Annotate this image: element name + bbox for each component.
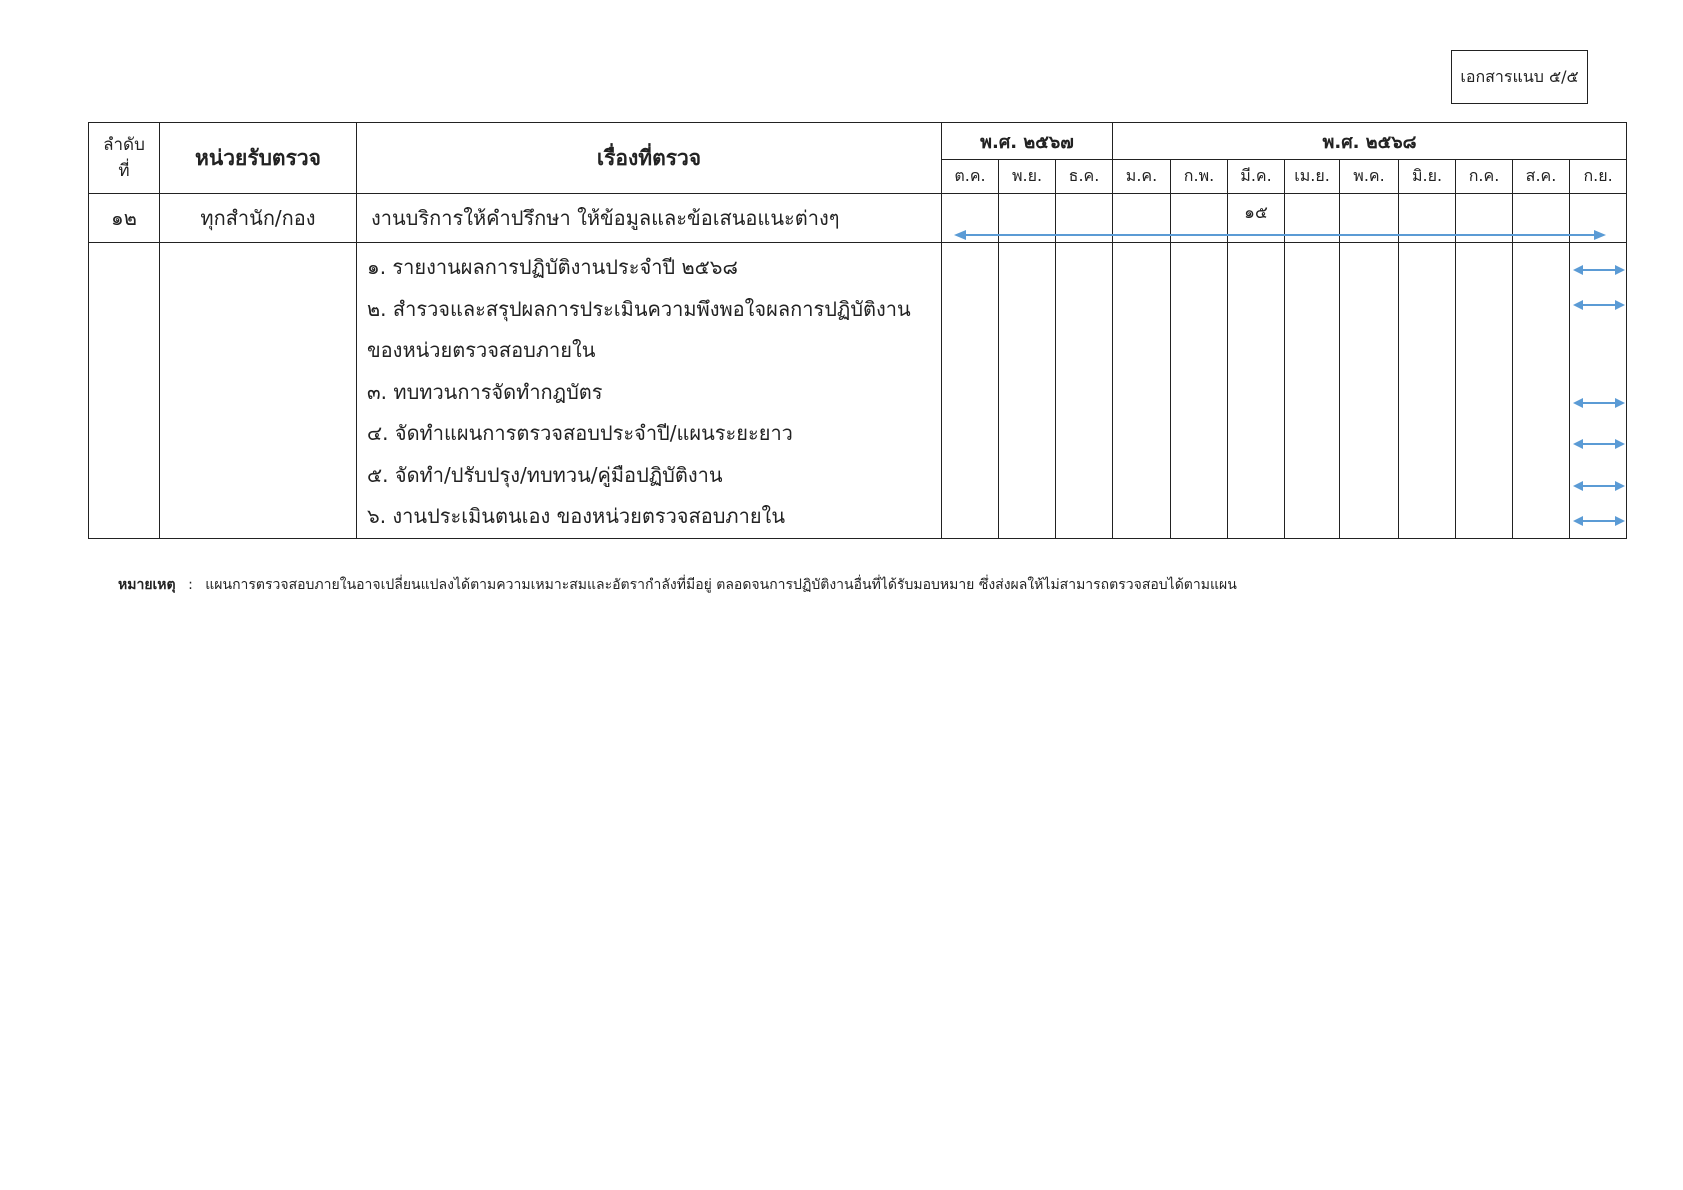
month-cell-may <box>1340 194 1399 243</box>
row-sequence-empty <box>89 243 160 539</box>
row-audit-topic-list <box>357 243 942 539</box>
header-year-2567: พ.ศ. ๒๕๖๗ <box>942 123 1113 160</box>
list-item: ของหน่วยตรวจสอบภายใน <box>367 338 596 362</box>
schedule-arrow-item-1 <box>1573 264 1625 276</box>
header-month: ม.ค. <box>1113 160 1171 194</box>
month-cell-sep <box>1570 194 1627 243</box>
month-mark-number: ๑๕ <box>1244 202 1268 223</box>
month-cell-apr <box>1285 243 1340 539</box>
header-sequence <box>89 123 160 194</box>
month-cell-oct <box>942 194 999 243</box>
header-month: ส.ค. <box>1513 160 1570 194</box>
audit-plan-table <box>88 122 1627 539</box>
header-month: ก.ย. <box>1570 160 1627 194</box>
list-item: ๖. งานประเมินตนเอง ของหน่วยตรวจสอบภายใน <box>367 504 785 528</box>
list-item: ๒. สำรวจและสรุปผลการประเมินความพึงพอใจผลการปฏิบัติงาน <box>367 296 911 321</box>
table-row <box>89 194 1627 243</box>
header-month: ต.ค. <box>942 160 999 194</box>
list-item: ๔. จัดทำแผนการตรวจสอบประจำปี/แผนระยะยาว <box>367 421 793 445</box>
header-month: ธ.ค. <box>1056 160 1113 194</box>
month-cell-aug <box>1513 243 1570 539</box>
month-cell-jul <box>1456 194 1513 243</box>
month-cell-jan <box>1113 194 1171 243</box>
header-audit-topic: เรื่องที่ตรวจ <box>357 123 942 194</box>
month-cell-sep <box>1570 243 1627 539</box>
schedule-arrow-item-5 <box>1573 480 1625 492</box>
month-cell-oct <box>942 243 999 539</box>
month-cell-jul <box>1456 243 1513 539</box>
row-sequence: ๑๒ <box>89 194 160 243</box>
footnote <box>118 574 1237 596</box>
month-cell-jun <box>1399 194 1456 243</box>
document-attachment-label: เอกสารแนบ ๕/๕ <box>1451 50 1588 104</box>
month-cell-may <box>1340 243 1399 539</box>
month-cell-nov <box>999 243 1056 539</box>
header-month: เม.ย. <box>1285 160 1340 194</box>
month-cell-apr <box>1285 194 1340 243</box>
list-item: ๓. ทบทวนการจัดทำกฎบัตร <box>367 379 603 404</box>
footnote-label: หมายเหตุ <box>118 577 176 593</box>
table-row <box>89 243 1627 539</box>
month-cell-dec <box>1056 194 1113 243</box>
list-item: ๕. จัดทำ/ปรับปรุง/ทบทวน/คู่มือปฏิบัติงาน <box>367 462 723 487</box>
header-month: ก.ค. <box>1456 160 1513 194</box>
month-cell-aug <box>1513 194 1570 243</box>
header-month: ก.พ. <box>1171 160 1228 194</box>
row-audit-unit-empty <box>160 243 357 539</box>
header-month: พ.ย. <box>999 160 1056 194</box>
list-item: ๑. รายงานผลการปฏิบัติงานประจำปี ๒๕๖๘ <box>367 255 738 279</box>
header-month: มี.ค. <box>1228 160 1285 194</box>
header-audit-unit: หน่วยรับตรวจ <box>160 123 357 194</box>
month-cell-feb <box>1171 243 1228 539</box>
header-sequence-line1: ลำดับ <box>103 135 145 155</box>
month-cell-dec <box>1056 243 1113 539</box>
header-month: พ.ค. <box>1340 160 1399 194</box>
month-cell-jan <box>1113 243 1171 539</box>
footnote-separator: : <box>188 577 193 593</box>
row-audit-unit: ทุกสำนัก/กอง <box>160 194 357 243</box>
schedule-arrow-item-6 <box>1573 515 1625 527</box>
header-year-2568: พ.ศ. ๒๕๖๘ <box>1113 123 1627 160</box>
month-cell-feb <box>1171 194 1228 243</box>
schedule-arrow-item-4 <box>1573 438 1625 450</box>
header-month: มิ.ย. <box>1399 160 1456 194</box>
footnote-text: แผนการตรวจสอบภายในอาจเปลี่ยนแปลงได้ตามความเหมาะสมและอัตรากำลังที่มีอยู่ ตลอดจนการปฏิบัติงานอื่นที่ได้รับมอบหมาย ซึ่งส่งผลให้ไม่สามารถตรวจสอบได้ตามแผน <box>205 577 1237 593</box>
task-list <box>357 243 941 538</box>
schedule-arrow-item-2 <box>1573 299 1625 311</box>
month-cell-mar <box>1228 243 1285 539</box>
month-cell-jun <box>1399 243 1456 539</box>
month-cell-mar <box>1228 194 1285 243</box>
row-audit-topic: งานบริการให้คำปรึกษา ให้ข้อมูลและข้อเสนอแนะต่างๆ <box>357 194 942 243</box>
month-cell-nov <box>999 194 1056 243</box>
header-row-years <box>89 123 1627 160</box>
header-sequence-line2: ที่ <box>118 161 130 181</box>
schedule-arrow-item-3 <box>1573 397 1625 409</box>
